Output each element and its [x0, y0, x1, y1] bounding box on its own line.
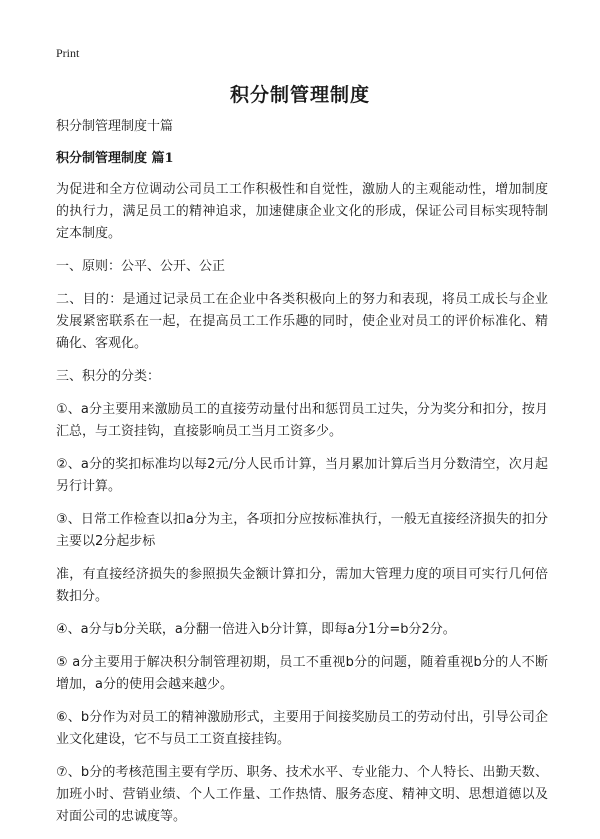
- paragraph-item-3-continued: 准，有直接经济损失的参照损失金额计算扣分，需加大管理力度的项目可实行几何倍数扣分。: [56, 567, 548, 604]
- paragraph-item-5: ⑤ a分主要用于解决积分制管理初期，员工不重视b分的问题，随着重视b分的人不断增加，a分的使用会越来越少。: [56, 655, 548, 692]
- paragraph-item-6: ⑥、b分作为对员工的精神激励形式，主要用于间接奖励员工的劳动付出，引导公司企业文化建设，它不与员工工资直接挂钩。: [56, 710, 548, 747]
- paragraph-item-4: ④、a分与b分关联，a分翻一倍进入b分计算，即每a分1分=b分2分。: [56, 622, 456, 637]
- section-heading: 积分制管理制度 篇1: [56, 151, 174, 166]
- paragraph-classification: 三、积分的分类：: [56, 369, 161, 384]
- paragraph-intro: 为促进和全方位调动公司员工工作积极性和自觉性，激励人的主观能动性，增加制度的执行力，满足员工的精神追求，加速健康企业文化的形成，保证公司目标实现特制定本制度。: [56, 182, 548, 241]
- paragraph-item-2: ②、a分的奖扣标准均以每2元/分人民币计算，当月累加计算后当月分数清空，次月起另行计算。: [56, 457, 548, 494]
- paragraph-purpose: 二、目的：是通过记录员工在企业中各类积极向上的努力和表现，将员工成长与企业发展紧密联系在一起，在提高员工工作乐趣的同时，使企业对员工的评价标准化、精确化、客观化。: [56, 292, 548, 351]
- document-subtitle: 积分制管理制度十篇: [56, 119, 174, 134]
- paragraph-item-1: ①、a分主要用来激励员工的直接劳动量付出和惩罚员工过失，分为奖分和扣分，按月汇总，与工资挂钩，直接影响员工当月工资多少。: [56, 402, 548, 439]
- paragraph-principles: 一、原则：公平、公开、公正: [56, 259, 226, 274]
- print-link[interactable]: Print: [56, 46, 80, 60]
- paragraph-item-7: ⑦、b分的考核范围主要有学历、职务、技术水平、专业能力、个人特长、出勤天数、加班小时、营销业绩、个人工作量、工作热情、服务态度、精神文明、思想道德以及对面公司的忠诚度等。: [56, 765, 548, 824]
- paragraph-item-3: ③、日常工作检查以扣a分为主，各项扣分应按标准执行，一般无直接经济损失的扣分主要以2分起步标: [56, 512, 548, 549]
- document-body: [56, 116, 548, 839]
- page-title: 积分制管理制度: [229, 84, 370, 106]
